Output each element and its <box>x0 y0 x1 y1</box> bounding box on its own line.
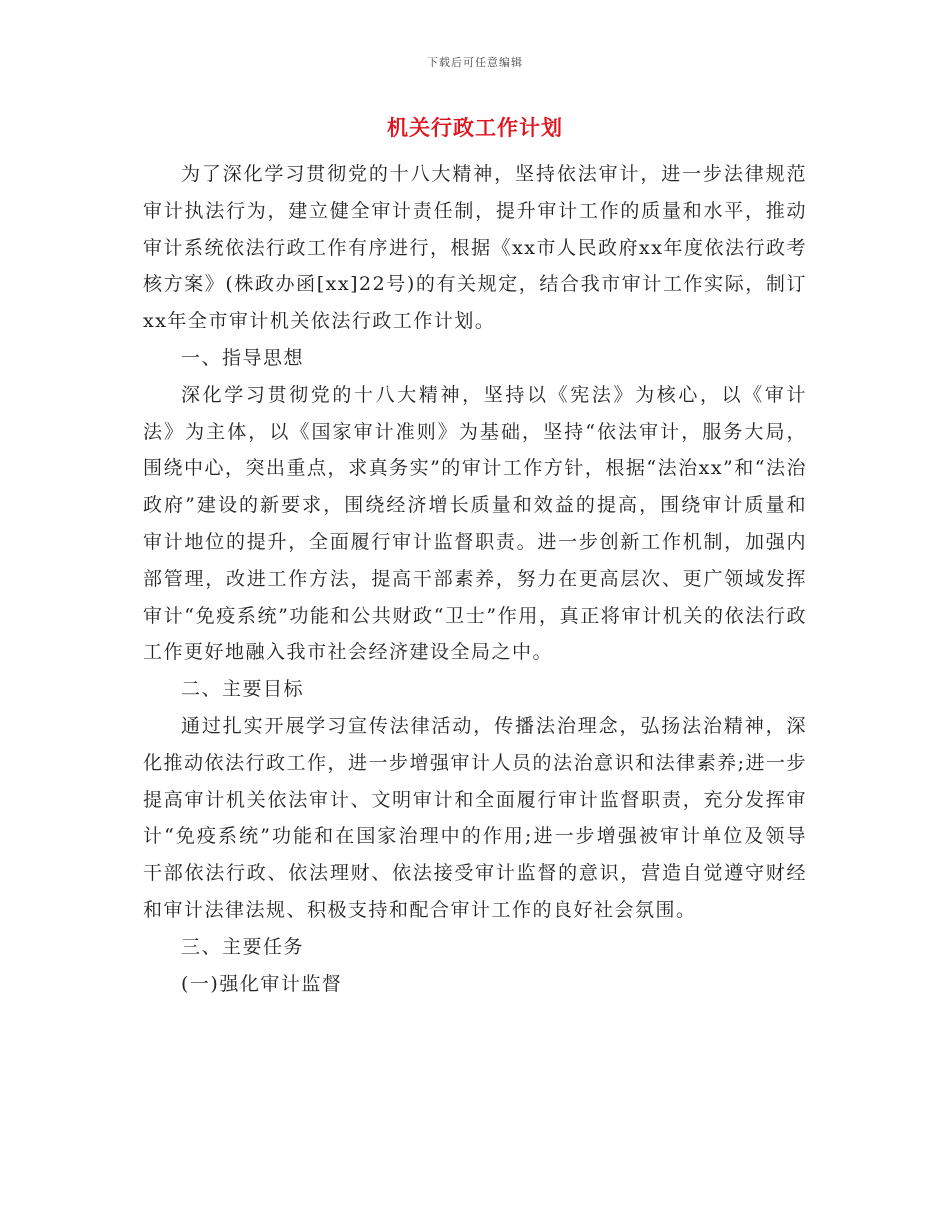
guiding-thought-paragraph: 深化学习贯彻党的十八大精神，坚持以《宪法》为核心，以《审计法》为主体，以《国家审计准则》为基础，坚持“依法审计，服务大局，围绕中心，突出重点，求真务实”的审计工作方针，根据“法治xx”和“法治政府”建设的新要求，围绕经济增长质量和效益的提高，围绕审计质量和审计地位的提升，全面履行审计监督职责。进一步创新工作机制，加强内部管理，改进工作方法，提高干部素养，努力在更高层次、更广领域发挥审计“免疫系统”功能和公共财政“卫士”作用，真正将审计机关的依法行政工作更好地融入我市社会经济建设全局之中。 <box>143 383 807 664</box>
header-note: 下载后可任意编辑 <box>427 56 523 69</box>
intro-paragraph: 为了深化学习贯彻党的十八大精神，坚持依法审计，进一步法律规范审计执法行为，建立健全审计责任制，提升审计工作的质量和水平，推动审计系统依法行政工作有序进行，根据《xx市人民政府xx年度依法行政考核方案》(株政办函[xx]22号)的有关规定，结合我市审计工作实际，制订xx年全市审计机关依法行政工作计划。 <box>143 163 807 333</box>
section-heading-guiding-thought: 一、指导思想 <box>181 346 305 369</box>
document-body <box>143 156 807 1002</box>
section-heading-main-tasks: 三、主要任务 <box>181 935 305 958</box>
section-heading-main-goals: 二、主要目标 <box>181 678 305 701</box>
main-goals-paragraph: 通过扎实开展学习宣传法律活动，传播法治理念，弘扬法治精神，深化推动依法行政工作，进一步增强审计人员的法治意识和法律素养;进一步提高审计机关依法审计、文明审计和全面履行审计监督职责，充分发挥审计“免疫系统”功能和在国家治理中的作用;进一步增强被审计单位及领导干部依法行政、依法理财、依法接受审计监督的意识，营造自觉遵守财经和审计法律法规、积极支持和配合审计工作的良好社会氛围。 <box>143 714 807 921</box>
subsection-heading-audit-supervision: (一)强化审计监督 <box>181 972 343 995</box>
document-title: 机关行政工作计划 <box>387 115 563 140</box>
